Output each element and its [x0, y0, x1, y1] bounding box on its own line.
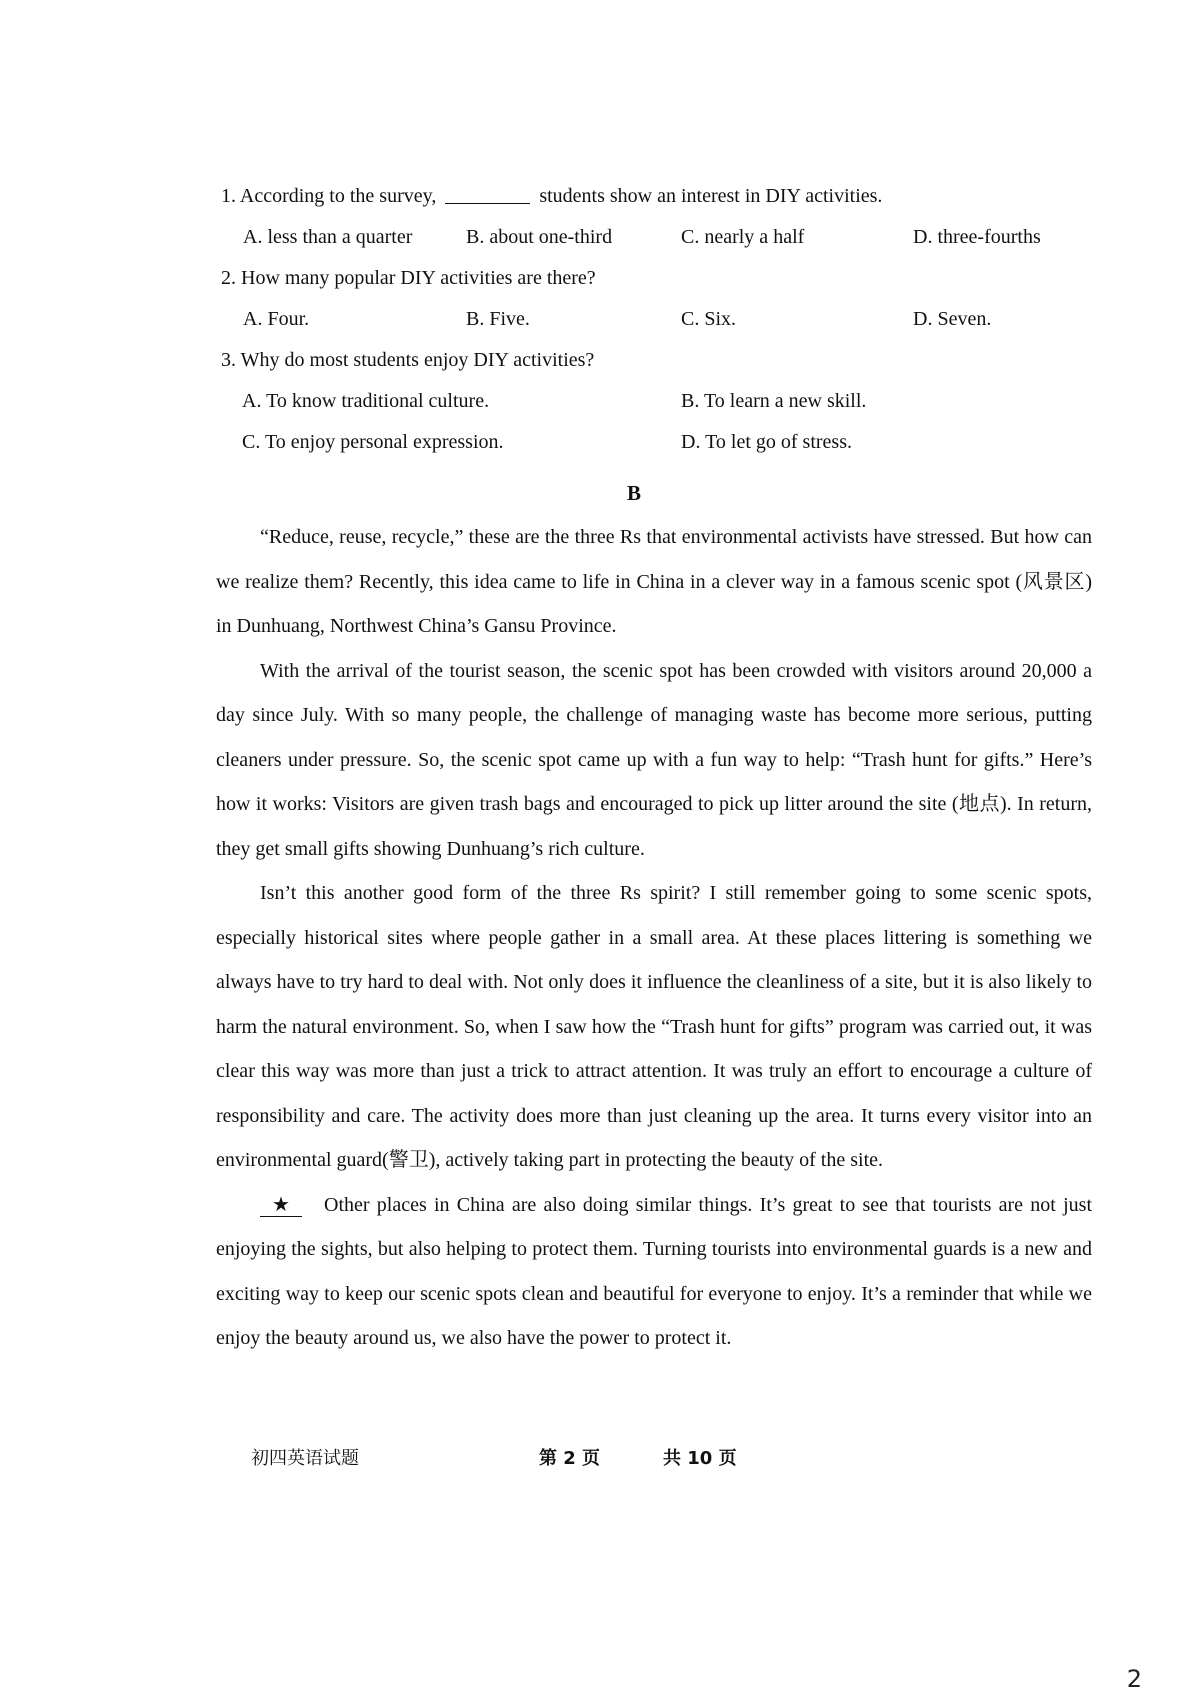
- option-d: D. Seven.: [913, 308, 992, 330]
- reading-passage: [216, 515, 1092, 1361]
- question-stem-before: 1. According to the survey,: [221, 185, 437, 207]
- question-stem-after: students show an interest in DIY activities.: [539, 185, 883, 207]
- option-b: B. Five.: [466, 308, 530, 330]
- footer-exam-title: 初四英语试题: [251, 1448, 359, 1469]
- page-number: 2: [1126, 1665, 1142, 1693]
- question-3: [216, 340, 1092, 463]
- option-row: [216, 299, 1092, 340]
- option-c: C. nearly a half: [681, 226, 805, 248]
- passage-paragraph-last: [216, 1183, 1092, 1361]
- option-row: [216, 381, 1092, 422]
- question-1: [216, 176, 1092, 258]
- option-a: A. Four.: [243, 308, 310, 330]
- passage-paragraph: Isn’t this another good form of the three Rs spirit? I still remember going to some scenic spots, especially historical sites where people gather in a small area. At these places littering is something we always have to try hard to deal with. Not only does it influence the cleanliness of a site, but it is also likely to harm the natural environment. So, when I saw how the “Trash hunt for gifts” program was carried out, it was clear this way was more than just a trick to attract attention. It was truly an effort to encourage a culture of responsibility and care. The activity does more than just cleaning up the area. It turns every visitor into an environmental guard(警卫), actively taking part in protecting the beauty of the site.: [216, 882, 1092, 1171]
- passage-paragraph: With the arrival of the tourist season, the scenic spot has been crowded with visitors around 20,000 a day since July. With so many people, the challenge of managing waste has become more serious, putting cleaners under pressure. So, the scenic spot came up with a fun way to help: “Trash hunt for gifts.” Here’s how it works: Visitors are given trash bags and encouraged to pick up litter around the site (地点). In return, they get small gifts showing Dunhuang’s rich culture.: [216, 659, 1092, 860]
- section-title: B: [626, 481, 641, 505]
- footer-page-indicator: 第 2 页: [539, 1448, 601, 1469]
- option-b: B. about one-third: [466, 226, 613, 248]
- question-stem: 2. How many popular DIY activities are there?: [221, 267, 596, 289]
- passage-paragraph: “Reduce, reuse, recycle,” these are the three Rs that environmental activists have stressed. But how can we realize them? Recently, this idea came to life in China in a clever way in a famous scenic spot (风景区) in Dunhuang, Northwest China’s Gansu Province.: [216, 526, 1092, 637]
- option-a: A. less than a quarter: [243, 226, 413, 248]
- passage-paragraph-text: Other places in China are also doing similar things. It’s great to see that tourists are not just enjoying the sights, but also helping to protect them. Turning tourists into environmental guards is a new and exciting way to keep our scenic spots clean and beautiful for everyone to enjoy. It’s a reminder that while we enjoy the beauty around us, we also have the power to protect it.: [216, 1193, 1092, 1349]
- option-d: D. To let go of stress.: [681, 431, 852, 453]
- option-c: C. Six.: [681, 308, 737, 330]
- option-b: B. To learn a new skill.: [681, 390, 867, 412]
- question-2: [216, 258, 1092, 340]
- option-row: [216, 422, 1092, 463]
- answer-blank: [445, 183, 530, 204]
- option-d: D. three-fourths: [913, 226, 1041, 248]
- option-c: C. To enjoy personal expression.: [242, 431, 504, 453]
- question-stem: 3. Why do most students enjoy DIY activities?: [221, 349, 595, 371]
- footer-total-pages: 共 10 页: [663, 1448, 737, 1469]
- question-stem: [221, 176, 1092, 217]
- star-blank-marker: ★: [260, 1194, 302, 1217]
- page-content: [216, 176, 1092, 1361]
- option-a: A. To know traditional culture.: [242, 390, 490, 412]
- option-row: [216, 217, 1092, 258]
